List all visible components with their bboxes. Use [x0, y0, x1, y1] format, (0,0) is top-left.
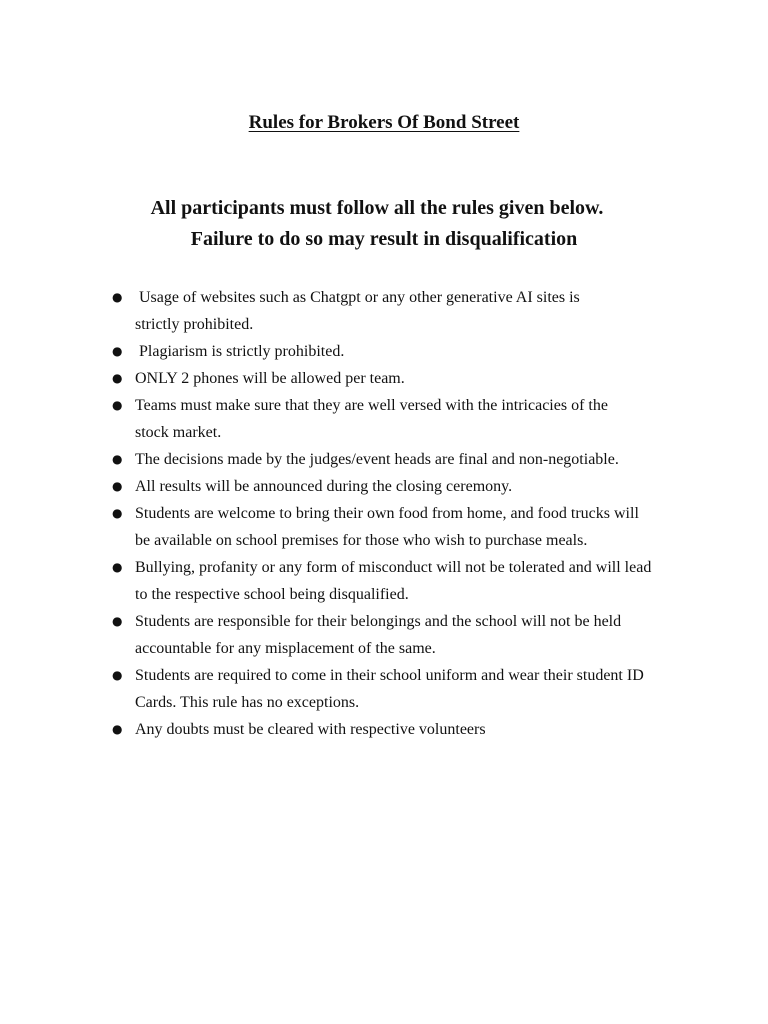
rule-item — [0, 608, 768, 662]
rule-item — [0, 446, 768, 473]
bullet-icon: ● — [112, 344, 123, 358]
rule-text-continued: strictly prohibited. — [135, 316, 254, 333]
intro-line-1: All participants must follow all the rules given below. — [150, 197, 604, 219]
intro-statement — [0, 193, 768, 255]
rule-item — [0, 500, 768, 554]
rule-item — [0, 392, 768, 446]
rule-text: ONLY 2 phones will be allowed per team. — [135, 370, 405, 387]
rule-text-continued: stock market. — [135, 424, 222, 441]
rule-text: Teams must make sure that they are well versed with the intricacies of the — [135, 397, 608, 414]
rule-text: Usage of websites such as Chatgpt or any other generative AI sites is — [139, 289, 580, 306]
rules-list — [0, 284, 768, 743]
rule-item — [0, 473, 768, 500]
rule-text: Any doubts must be cleared with respective volunteers — [135, 721, 486, 738]
bullet-icon: ● — [112, 506, 123, 520]
bullet-icon: ● — [112, 614, 123, 628]
bullet-icon: ● — [112, 290, 123, 304]
bullet-icon: ● — [112, 722, 123, 736]
rule-text: Students are responsible for their belongings and the school will not be held — [135, 613, 622, 630]
bullet-icon: ● — [112, 560, 123, 574]
rule-text: Plagiarism is strictly prohibited. — [139, 343, 345, 360]
rule-item — [0, 284, 768, 338]
bullet-icon: ● — [112, 479, 123, 493]
rule-item — [0, 365, 768, 392]
rule-item — [0, 662, 768, 716]
bullet-icon: ● — [112, 371, 123, 385]
rule-text: Bullying, profanity or any form of misconduct will not be tolerated and will lead — [135, 559, 652, 576]
rule-text-continued: accountable for any misplacement of the same. — [135, 640, 436, 657]
rule-item — [0, 338, 768, 365]
bullet-icon: ● — [112, 398, 123, 412]
document-title: Rules for Brokers Of Bond Street — [248, 112, 520, 133]
rule-text: Students are required to come in their school uniform and wear their student ID — [135, 667, 644, 684]
rule-text-continued: be available on school premises for those who wish to purchase meals. — [135, 532, 588, 549]
bullet-icon: ● — [112, 452, 123, 466]
intro-line-2: Failure to do so may result in disqualification — [190, 228, 578, 250]
rule-text: Students are welcome to bring their own food from home, and food trucks will — [135, 505, 639, 522]
rule-item — [0, 554, 768, 608]
bullet-icon: ● — [112, 668, 123, 682]
rule-item — [0, 716, 768, 743]
rule-text: The decisions made by the judges/event heads are final and non-negotiable. — [135, 451, 619, 468]
rule-text: All results will be announced during the closing ceremony. — [135, 478, 513, 495]
rule-text-continued: Cards. This rule has no exceptions. — [135, 694, 360, 711]
rule-text-continued: to the respective school being disqualified. — [135, 586, 409, 603]
